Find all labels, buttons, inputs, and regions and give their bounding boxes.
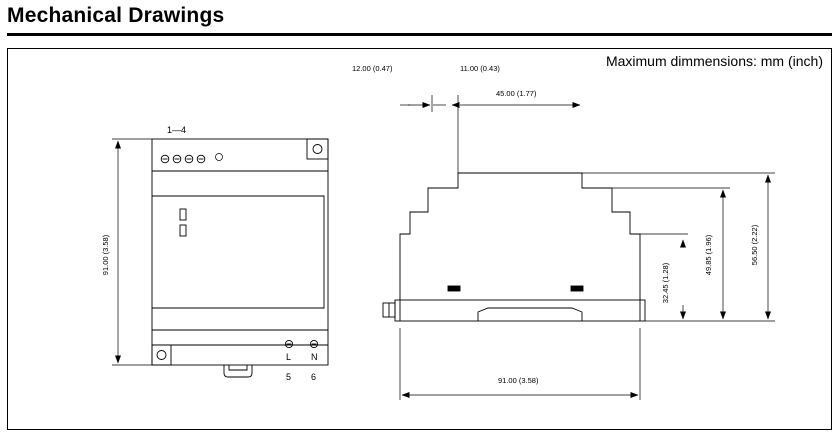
pin-6-label: 6 — [311, 372, 317, 382]
top-terminal-screws — [161, 154, 222, 163]
front-indicator-upper — [180, 209, 186, 220]
bottom-left-mount-box — [152, 345, 171, 365]
pin-5-label: 5 — [286, 372, 292, 382]
side-slot-right — [571, 286, 583, 291]
terminal-range-label: 1—4 — [167, 125, 187, 135]
front-view-labels — [167, 125, 318, 382]
side-top-dimensions — [400, 95, 580, 173]
terminal-l-label: L — [286, 352, 292, 362]
dim-11-label: 11.00 (0.43) — [460, 64, 500, 73]
dim-91-label: 91.00 (3.58) — [498, 376, 539, 385]
din-clip-tab — [224, 365, 252, 377]
front-view — [152, 139, 328, 377]
front-height-dim-label: 91.00 (3.58) — [101, 234, 110, 276]
side-base-plate — [395, 300, 645, 321]
side-slot-left — [448, 286, 460, 291]
bottom-terminal-screws — [285, 340, 317, 347]
side-view — [383, 173, 645, 321]
front-indicator-lower — [180, 225, 186, 236]
dim-3245-label: 32.45 (1.28) — [661, 262, 670, 304]
dim-4985-label: 49.85 (1.96) — [704, 234, 713, 276]
terminal-n-label: N — [311, 352, 318, 362]
din-rail-channel — [478, 308, 582, 321]
page-title: Mechanical Drawings — [7, 4, 225, 27]
front-body-outline — [152, 139, 328, 365]
top-right-mount-box — [307, 139, 328, 159]
side-right-dimensions — [582, 173, 775, 321]
side-body-profile — [400, 173, 640, 300]
side-bottom-dimension — [400, 328, 640, 400]
front-height-dimension — [112, 139, 152, 365]
dim-45-label: 45.00 (1.77) — [496, 89, 537, 98]
front-center-panel — [152, 196, 324, 308]
dim-5650-label: 56.50 (2.22) — [750, 224, 759, 266]
units-note: Maximum dimmensions: mm (inch) — [605, 53, 823, 69]
dim-12-label: 12.00 (0.47) — [352, 64, 393, 73]
